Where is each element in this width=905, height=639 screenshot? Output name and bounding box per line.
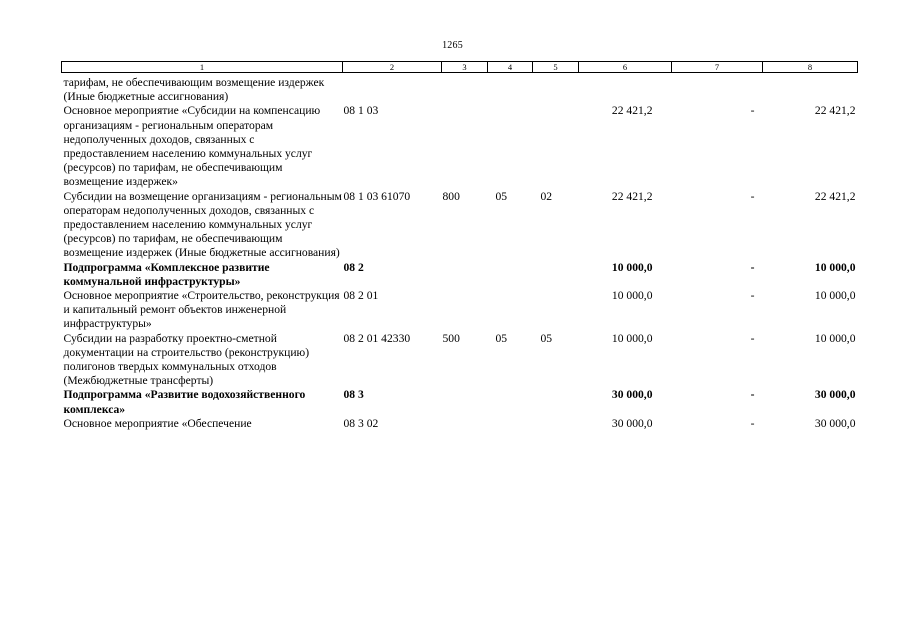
table-row [62, 417, 858, 431]
table-row [62, 261, 858, 289]
table-row [62, 73, 858, 105]
total-cell [763, 73, 858, 105]
expense-type-cell [442, 417, 488, 431]
amount-cell: 22 421,2 [611, 189, 653, 203]
subsection-cell [533, 417, 579, 431]
program-name-cell: Основное мероприятие «Строительство, реконструкция и капитальный ремонт объектов инженерной инфраструктуры» [63, 289, 340, 331]
target-article-code-cell: 08 2 01 [343, 289, 379, 303]
target-article-code-cell: 08 1 03 [343, 104, 379, 118]
program-name-cell: Подпрограмма «Развитие водохозяйственного комплекса» [63, 388, 306, 416]
column-number: 1 [62, 62, 343, 73]
section-cell [488, 73, 533, 105]
column-number: 6 [579, 62, 672, 73]
total-cell: 10 000,0 [814, 289, 856, 303]
target-article-code-cell: 08 3 [343, 388, 364, 402]
subsection-cell [533, 388, 579, 416]
subsection-cell [533, 261, 579, 289]
table-row [62, 289, 858, 332]
total-cell: 30 000,0 [814, 416, 856, 430]
target-article-code-cell: 08 2 [343, 260, 364, 274]
expense-type-cell [442, 388, 488, 416]
section-cell [488, 104, 533, 189]
column-number-row [62, 62, 858, 73]
expense-type-cell [442, 289, 488, 332]
amount-cell: 10 000,0 [611, 289, 653, 303]
expense-type-cell [442, 104, 488, 189]
amount-cell: 30 000,0 [611, 416, 653, 430]
subsection-cell: 02 [540, 189, 553, 203]
total-cell: 30 000,0 [814, 388, 856, 402]
target-article-code-cell [343, 73, 442, 105]
change-cell: - [750, 104, 755, 118]
target-article-code-cell: 08 3 02 [343, 416, 379, 430]
column-number: 3 [442, 62, 488, 73]
subsection-cell [533, 104, 579, 189]
subsection-cell [533, 289, 579, 332]
section-cell [488, 261, 533, 289]
section-cell: 05 [495, 189, 508, 203]
section-cell [488, 417, 533, 431]
program-name-cell: Субсидии на разработку проектно-сметной документации на строительство (реконструкцию) полигонов твердых коммунальных отходов (Межбюджетные трансферты) [63, 331, 310, 388]
expense-type-cell [442, 261, 488, 289]
change-cell: - [750, 189, 755, 203]
amount-cell [579, 73, 672, 105]
expense-type-cell: 800 [442, 189, 460, 203]
change-cell: - [750, 416, 755, 430]
table-row [62, 190, 858, 261]
expense-type-cell: 500 [442, 331, 460, 345]
target-article-code-cell: 08 2 01 42330 [343, 331, 411, 345]
program-name-cell: Субсидии на возмещение организациям - региональным операторам недополученных доходов, связанных с предоставлением населению коммунальных услуг (ресурсов) по тарифам, не обеспечивающим возмещение издержек (Иные бюджетные ассигнования) [63, 189, 342, 260]
amount-cell: 10 000,0 [611, 260, 653, 274]
column-number: 2 [343, 62, 442, 73]
change-cell: - [750, 260, 755, 274]
table-row [62, 332, 858, 389]
amount-cell: 22 421,2 [611, 104, 653, 118]
program-name-cell: Основное мероприятие «Субсидии на компенсацию организациям - региональным операторам недополученных доходов, связанных с предоставлением населению коммунальных услуг (ресурсов) по тарифам, не обеспечивающим возмещение издержек» [63, 104, 321, 189]
section-cell [488, 289, 533, 332]
total-cell: 10 000,0 [814, 331, 856, 345]
total-cell: 10 000,0 [814, 260, 856, 274]
expense-type-cell [442, 73, 488, 105]
page-number: 1265 [442, 40, 463, 51]
budget-table [61, 61, 858, 431]
amount-cell: 30 000,0 [611, 388, 653, 402]
column-number: 4 [488, 62, 533, 73]
change-cell [672, 73, 763, 105]
amount-cell: 10 000,0 [611, 331, 653, 345]
table-row [62, 104, 858, 189]
change-cell: - [750, 388, 755, 402]
table-row [62, 388, 858, 416]
subsection-cell: 05 [540, 331, 553, 345]
section-cell [488, 388, 533, 416]
column-number: 5 [533, 62, 579, 73]
column-number: 7 [672, 62, 763, 73]
change-cell: - [750, 289, 755, 303]
section-cell: 05 [495, 331, 508, 345]
column-number: 8 [763, 62, 858, 73]
program-name-cell: Подпрограмма «Комплексное развитие коммунальной инфраструктуры» [63, 260, 270, 288]
program-name-cell: тарифам, не обеспечивающим возмещение издержек (Иные бюджетные ассигнования) [63, 76, 325, 104]
program-name-cell: Основное мероприятие «Обеспечение [63, 416, 252, 430]
table-body [62, 73, 858, 432]
subsection-cell [533, 73, 579, 105]
total-cell: 22 421,2 [814, 189, 856, 203]
change-cell: - [750, 331, 755, 345]
total-cell: 22 421,2 [814, 104, 856, 118]
target-article-code-cell: 08 1 03 61070 [343, 189, 411, 203]
